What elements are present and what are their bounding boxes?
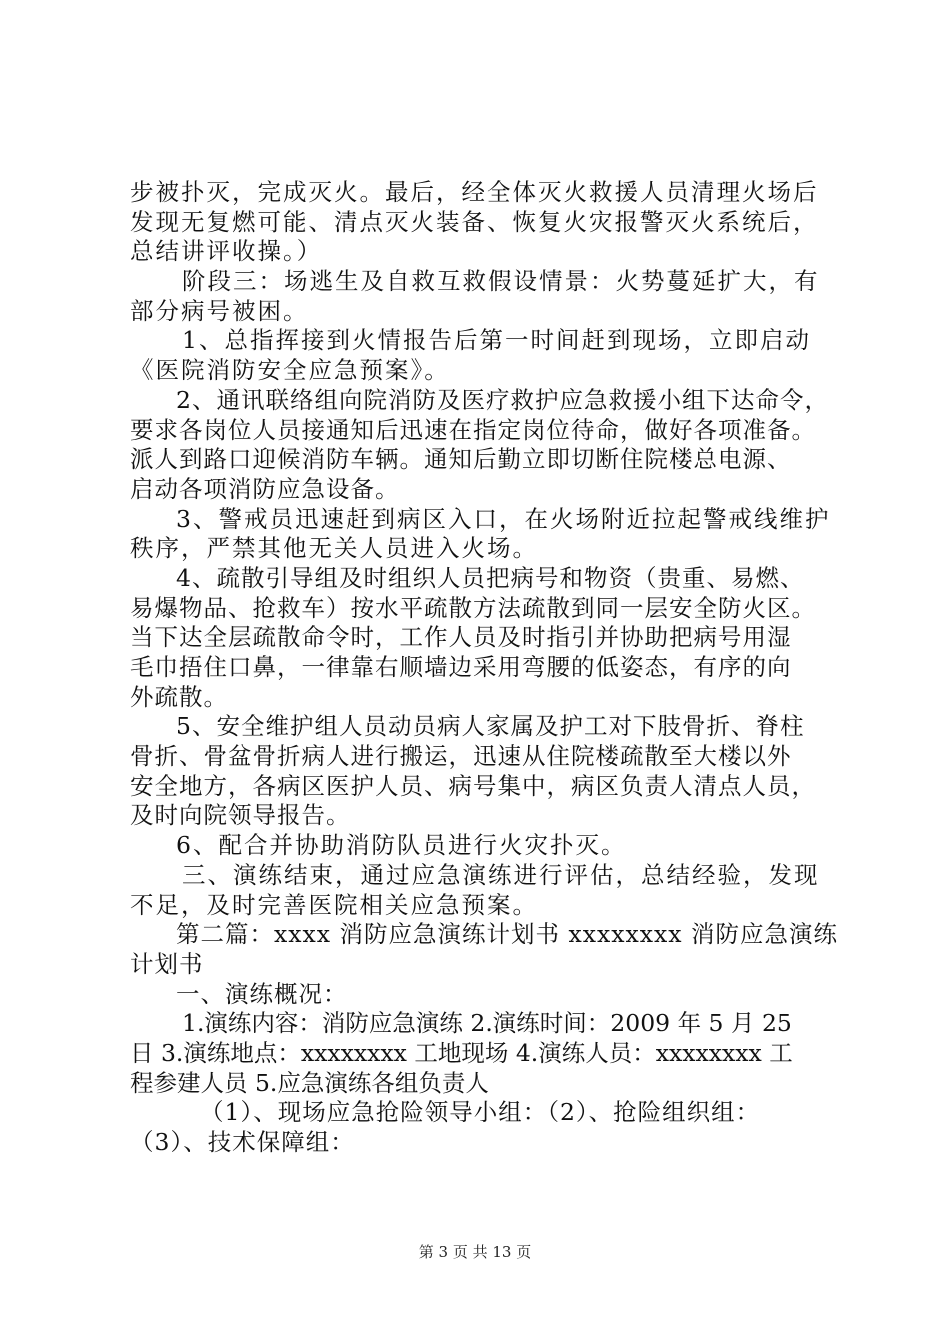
text-line: 2、通讯联络组向院消防及医疗救护应急救援小组下达命令， xyxy=(176,385,829,414)
text-line: 计划书 xyxy=(130,949,204,978)
text-line: 第二篇：xxxx 消防应急演练计划书 xxxxxxxx 消防应急演练 xyxy=(176,920,838,949)
text-line: 一、演练概况： xyxy=(176,979,348,1008)
text-line: 启动各项消防应急设备。 xyxy=(130,474,400,503)
text-line: 1、总指挥接到火情报告后第一时间赶到现场，立即启动 xyxy=(182,326,811,355)
text-line: 外疏散。 xyxy=(130,682,228,711)
text-line: 总结讲评收操。） xyxy=(130,237,323,266)
text-line: 易爆物品、抢救车）按水平疏散方法疏散到同一层安全防火区。 xyxy=(130,593,816,622)
text-line: （3）、技术保障组： xyxy=(130,1128,355,1156)
page-footer: 第 3 页 共 13 页 xyxy=(418,1243,532,1261)
text-line: 阶段三：场逃生及自救互救假设情景：火势蔓延扩大，有 xyxy=(182,267,820,296)
text-line: 毛巾捂住口鼻，一律靠右顺墙边采用弯腰的低姿态，有序的向 xyxy=(130,653,792,681)
text-line: 要求各岗位人员接通知后迅速在指定岗位待命，做好各项准备。 xyxy=(130,415,816,444)
text-line: 5、安全维护组人员动员病人家属及护工对下肢骨折、脊柱 xyxy=(176,712,805,741)
text-line: 骨折、骨盆骨折病人进行搬运，迅速从住院楼疏散至大楼以外 xyxy=(130,742,792,771)
text-line: 发现无复燃可能、清点灭火装备、恢复火灾报警灭火系统后， xyxy=(130,207,819,236)
text-line: 三、演练结束，通过应急演练进行评估，总结经验，发现 xyxy=(182,860,820,889)
text-line: 《医院消防安全应急预案》。 xyxy=(130,356,450,385)
text-line: 日 3.演练地点：xxxxxxxx 工地现场 4.演练人员：xxxxxxxx 工 xyxy=(130,1038,793,1067)
text-line: 程参建人员 5.应急演练各组负责人 xyxy=(130,1068,489,1097)
text-line: （1）、现场应急抢险领导小组：（2）、抢险组织组： xyxy=(200,1098,761,1127)
text-line: 安全地方，各病区医护人员、病号集中，病区负责人清点人员， xyxy=(130,771,816,800)
text-line: 3、警戒员迅速赶到病区入口，在火场附近拉起警戒线维护 xyxy=(176,504,831,533)
text-line: 4、疏散引导组及时组织人员把病号和物资（贵重、易燃、 xyxy=(176,563,805,592)
text-line: 派人到路口迎候消防车辆。通知后勤立即切断住院楼总电源、 xyxy=(130,445,792,474)
document-body xyxy=(130,178,838,1158)
text-line: 及时向院领导报告。 xyxy=(130,801,351,830)
text-line: 1.演练内容：消防应急演练 2.演练时间：2009 年 5 月 25 xyxy=(182,1009,792,1038)
text-line: 部分病号被困。 xyxy=(130,296,309,325)
text-line: 秩序，严禁其他无关人员进入火场。 xyxy=(130,534,538,563)
text-line: 步被扑灭，完成灭火。最后，经全体灭火救援人员清理火场后 xyxy=(130,178,819,206)
text-line: 不足，及时完善医院相关应急预案。 xyxy=(130,890,538,919)
text-line: 当下达全层疏散命令时，工作人员及时指引并协助把病号用湿 xyxy=(130,623,792,652)
text-line: 6、配合并协助消防队员进行火灾扑灭。 xyxy=(176,831,627,860)
